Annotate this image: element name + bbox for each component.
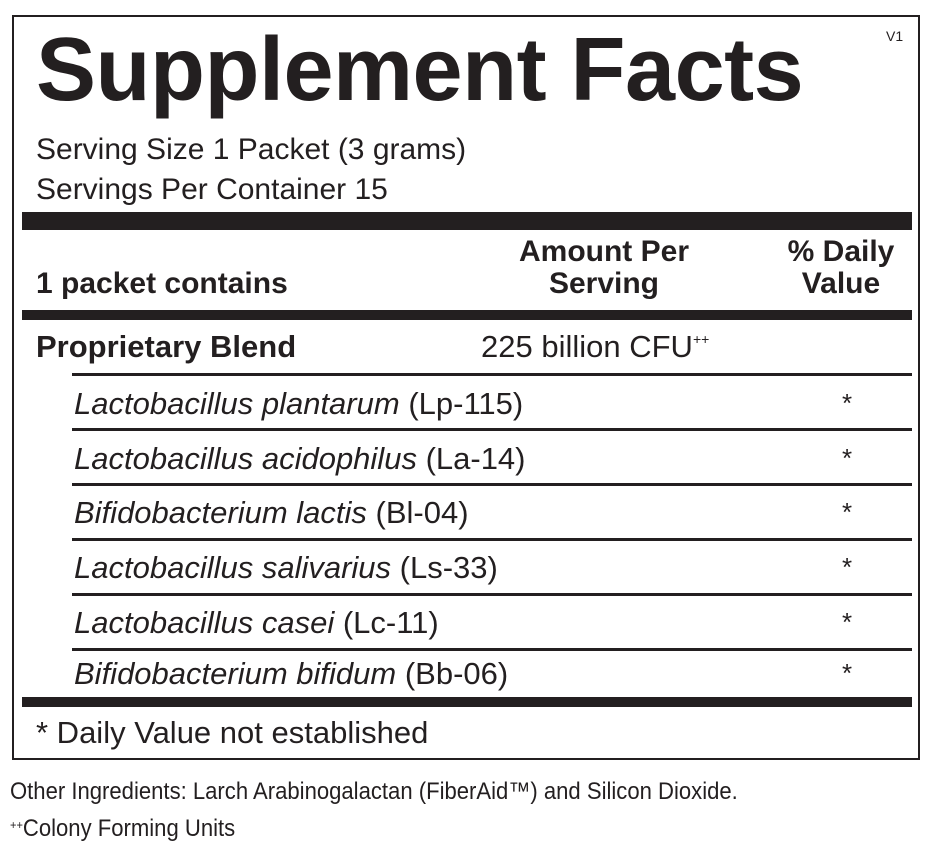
ingredient-dv: * (842, 658, 853, 688)
cfu-note (10, 815, 235, 843)
blend-amount (481, 329, 709, 365)
other-ingredients: Other Ingredients: Larch Arabinogalactan (FiberAid™) and Silicon Dioxide. (10, 778, 738, 805)
ingredient-dv: * (842, 443, 853, 473)
ingredient-name: Lactobacillus acidophilus (74, 441, 417, 476)
thick-divider-bottom (22, 697, 912, 707)
daily-value-footnote: * Daily Value not established (36, 715, 429, 750)
thick-divider-top (22, 212, 912, 230)
ingredient-strain: (Ls-33) (399, 550, 498, 585)
cfu-mark: ++ (10, 818, 23, 832)
ingredient-row (74, 656, 508, 692)
servings-per-container: Servings Per Container 15 (36, 173, 388, 206)
ingredient-strain: (Bb-06) (404, 656, 509, 691)
blend-amount-value: 225 billion CFU (481, 329, 693, 364)
header-amount-line2: Serving (548, 267, 660, 300)
ingredient-dv: * (842, 552, 853, 582)
ingredient-dv: * (842, 497, 853, 527)
cfu-note-text: Colony Forming Units (22, 815, 236, 842)
ingredient-dv: * (842, 607, 853, 637)
serving-info (36, 130, 466, 210)
header-dv-line1: % Daily (787, 235, 895, 268)
ingredient-name: Bifidobacterium lactis (74, 495, 367, 530)
blend-name: Proprietary Blend (36, 329, 297, 364)
supplement-facts-panel (12, 15, 920, 760)
ingredient-row (74, 495, 469, 531)
row-divider (72, 428, 912, 431)
row-divider (72, 483, 912, 486)
header-amount-line1: Amount Per (518, 235, 689, 268)
header-dv-line2: Value (801, 267, 881, 300)
ingredient-name: Bifidobacterium bifidum (74, 656, 397, 691)
ingredient-name: Lactobacillus casei (74, 605, 335, 640)
ingredient-name: Lactobacillus plantarum (74, 386, 400, 421)
header-daily-value (766, 236, 916, 300)
serving-size: Serving Size 1 Packet (3 grams) (36, 133, 467, 166)
blend-amount-mark: ++ (692, 331, 710, 347)
row-divider (72, 648, 912, 651)
row-divider (72, 538, 912, 541)
row-divider (72, 593, 912, 596)
ingredient-name: Lactobacillus salivarius (74, 550, 392, 585)
ingredient-dv: * (842, 388, 853, 418)
ingredient-strain: (Bl-04) (375, 495, 469, 530)
thick-divider-header (22, 310, 912, 320)
ingredient-strain: (La-14) (425, 441, 526, 476)
header-contains: 1 packet contains (36, 267, 288, 300)
ingredient-row (74, 441, 526, 477)
row-divider (72, 373, 912, 376)
version-label: V1 (886, 28, 904, 44)
panel-title: Supplement Facts (36, 20, 804, 120)
ingredient-strain: (Lc-11) (342, 605, 439, 640)
ingredient-row (74, 550, 498, 586)
ingredient-row (74, 605, 439, 641)
header-amount (494, 236, 714, 300)
ingredient-row (74, 386, 523, 422)
ingredient-strain: (Lp-115) (408, 386, 524, 421)
